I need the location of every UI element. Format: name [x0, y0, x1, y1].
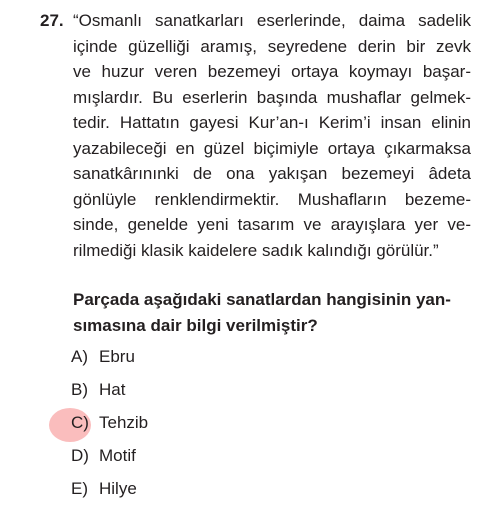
option-letter: B)	[71, 380, 88, 399]
passage-line: “Osmanlı sanatkarları eserlerinde, daima sadelik	[73, 11, 471, 30]
question-number: 27.	[40, 11, 64, 30]
option-c[interactable]	[71, 411, 148, 444]
option-letter: C)	[71, 413, 89, 432]
option-d[interactable]	[71, 444, 148, 477]
passage-line: yazabileceği en güzel biçimiyle ortaya çıkarmaksa	[73, 138, 471, 158]
question-prompt	[73, 287, 471, 339]
option-text: Ebru	[99, 347, 135, 366]
passage-line: rilmediği klasik kaidelere sadık kalındığı görülür.”	[73, 240, 439, 260]
passage-line: sanatkârınınki de ona yakışan bezemeyi âdeta	[73, 164, 471, 183]
option-text: Hat	[99, 380, 126, 399]
option-letter: D)	[71, 446, 89, 465]
passage-line: içinde güzelliği aramış, seyredene derin bir zevk	[73, 36, 471, 56]
passage-text	[73, 8, 471, 263]
passage-line: ve huzur veren bezemeyi ortaya koymayı başar-	[73, 62, 471, 81]
option-a[interactable]	[71, 345, 148, 378]
answer-options	[71, 345, 148, 510]
prompt-line: Parçada aşağıdaki sanatlardan hangisinin yan-	[73, 290, 451, 309]
option-text: Motif	[99, 446, 136, 465]
option-text: Hilye	[99, 479, 137, 498]
option-text: Tehzib	[99, 413, 149, 432]
option-b[interactable]	[71, 378, 148, 411]
passage-line: sinde, genelde yeni tasarım ve arayışlara yer ve-	[73, 215, 471, 234]
prompt-line: sımasına dair bilgi verilmiştir?	[73, 316, 318, 335]
option-e[interactable]	[71, 477, 148, 510]
passage-line: mışlardır. Bu eserlerin başında mushaflar gelmek-	[73, 87, 471, 107]
option-letter: E)	[71, 479, 88, 498]
option-letter: A)	[71, 347, 88, 366]
passage-line: tedir. Hattatın gayesi Kur’an-ı Kerim’i insan elinin	[73, 113, 471, 132]
passage-line: gönlüyle renklendirmektir. Mushafların bezeme-	[73, 189, 471, 209]
